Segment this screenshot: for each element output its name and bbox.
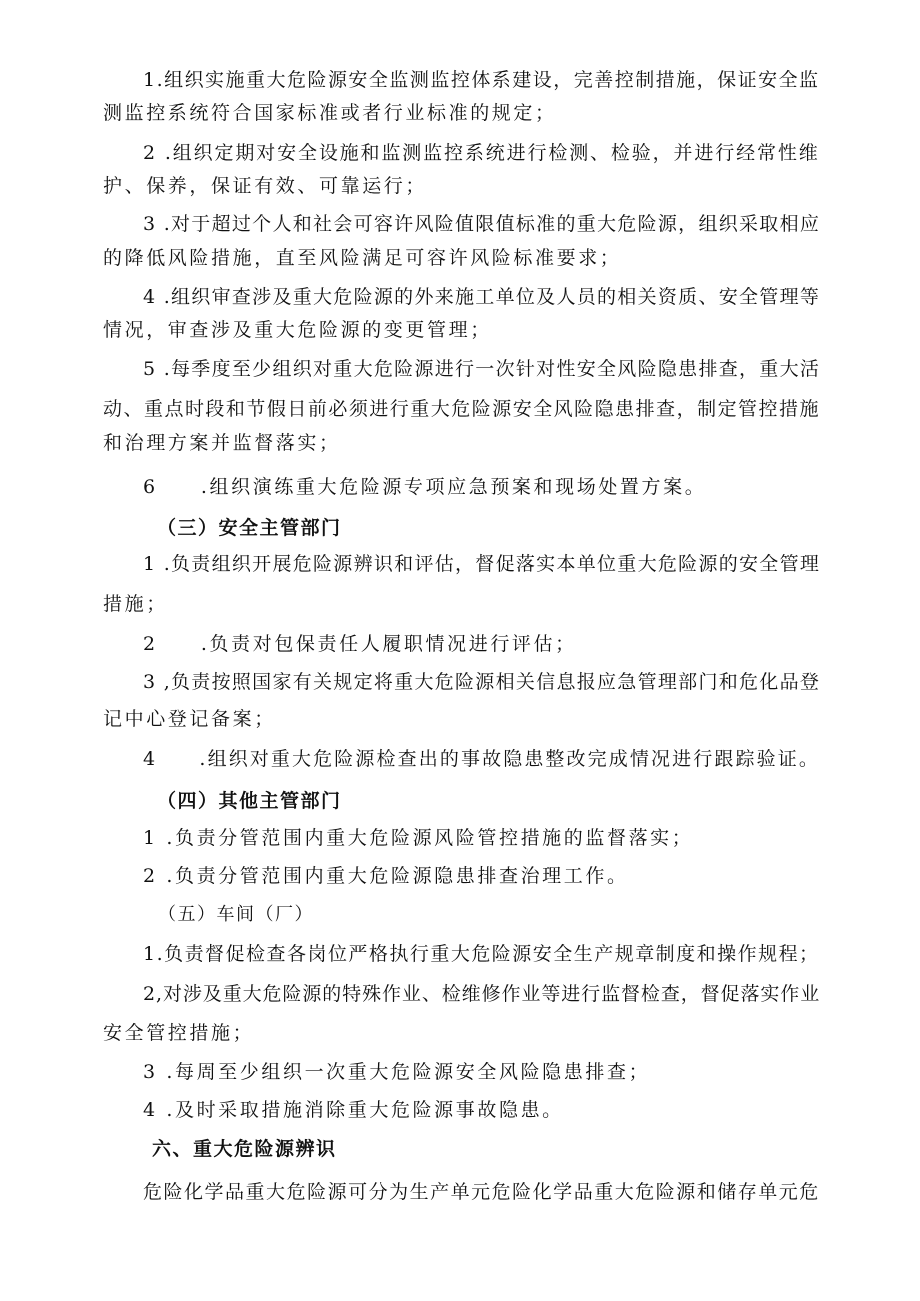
paragraph-line: 危险化学品重大危险源可分为生产单元危险化学品重大危险源和储存单元危 [143, 1181, 820, 1203]
section-subheading: （五）车间（厂） [158, 904, 314, 925]
paragraph-line: 4 .组织对重大危险源检查出的事故隐患整改完成情况进行跟踪验证。 [143, 748, 820, 770]
paragraph-line: 1 .负责分管范围内重大危险源风险管控措施的监督落实； [143, 827, 694, 849]
paragraph-line: 3 .对于超过个人和社会可容许风险值限值标准的重大危险源，组织采取相应 [143, 213, 821, 235]
paragraph-line: 2 .组织定期对安全设施和监测监控系统进行检测、检验，并进行经常性维 [143, 142, 820, 164]
chapter-heading: 六、重大危险源辨识 [152, 1138, 337, 1160]
paragraph-line: 4 .及时采取措施消除重大危险源事故隐患。 [143, 1099, 564, 1121]
paragraph-line: 2 .负责对包保责任人履职情况进行评估； [143, 633, 577, 655]
paragraph-line: 2 .负责分管范围内重大危险源隐患排查治理工作。 [143, 865, 629, 887]
paragraph-line: 1 .负责组织开展危险源辨识和评估，督促落实本单位重大危险源的安全管理 [143, 553, 821, 575]
paragraph-line: 和治理方案并监督落实； [103, 432, 341, 454]
paragraph-line: 动、重点时段和节假日前必须进行重大危险源安全风险隐患排查，制定管控措施 [103, 398, 821, 420]
paragraph-line: 措施； [103, 593, 168, 615]
paragraph-line: 2,对涉及重大危险源的特殊作业、检维修作业等进行监督检查，督促落实作业 [143, 983, 821, 1005]
paragraph-line: 3 .每周至少组织一次重大危险源安全风险隐患排查； [143, 1061, 651, 1083]
paragraph-line: 4 .组织审查涉及重大危险源的外来施工单位及人员的相关资质、安全管理等 [143, 286, 821, 308]
paragraph-line: 记中心登记备案； [103, 708, 276, 730]
paragraph-line: 护、保养，保证有效、可靠运行； [103, 175, 428, 197]
paragraph-line: 1.组织实施重大危险源安全监测监控体系建设，完善控制措施，保证安全监 [143, 69, 820, 91]
section-heading: （三）安全主管部门 [157, 517, 342, 539]
paragraph-line: 的降低风险措施，直至风险满足可容许风险标准要求； [103, 247, 622, 269]
paragraph-line: 6 .组织演练重大危险源专项应急预案和现场处置方案。 [143, 476, 707, 498]
paragraph-line: 情况，审查涉及重大危险源的变更管理； [103, 319, 492, 341]
paragraph-line: 测监控系统符合国家标准或者行业标准的规定； [103, 102, 557, 124]
paragraph-line: 5 .每季度至少组织对重大危险源进行一次针对性安全风险隐患排查，重大活 [143, 358, 821, 380]
paragraph-line: 1.负责督促检查各岗位严格执行重大危险源安全生产规章制度和操作规程； [143, 943, 820, 965]
paragraph-line: 安全管控措施； [103, 1022, 255, 1044]
paragraph-line: 3 ,负责按照国家有关规定将重大危险源相关信息报应急管理部门和危化品登 [143, 671, 821, 693]
section-heading: （四）其他主管部门 [157, 790, 342, 812]
